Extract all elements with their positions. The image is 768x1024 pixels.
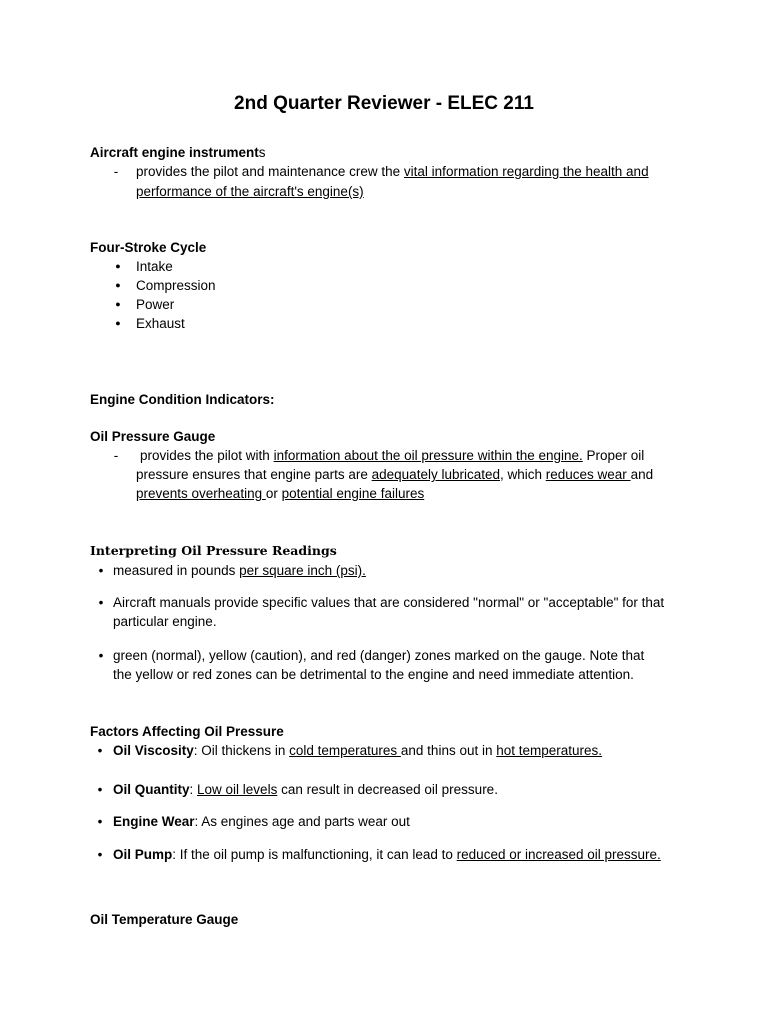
dash-marker: - [113,448,119,463]
oil-pressure-gauge-heading: Oil Pressure Gauge [90,429,216,444]
oil-temperature-gauge-heading: Oil Temperature Gauge [90,912,239,927]
readings-point-zones-line-2: the yellow or red zones can be detrimental to the engine and need immediate attention. [113,667,634,682]
readings-point-manuals-line-2: particular engine. [113,614,217,629]
list-item: Compression [136,278,216,293]
dash-marker: - [113,164,119,179]
bullet-marker: ● [115,261,121,271]
list-item: Intake [136,259,173,274]
bullet-marker: • [97,847,103,862]
aircraft-engine-instruments-heading: Aircraft engine instruments [90,145,266,160]
list-item: Exhaust [136,316,185,331]
instruments-definition-line-1: provides the pilot and maintenance crew the vital information regarding the health and [136,164,649,179]
factor-oil-viscosity: Oil Viscosity: Oil thickens in cold temperatures and thins out in hot temperatures. [113,743,603,758]
oil-pressure-definition-line-2: pressure ensures that engine parts are adequately lubricated, which reduces wear and [136,467,654,482]
bullet-marker: • [97,782,103,797]
factors-affecting-oil-pressure-heading: Factors Affecting Oil Pressure [90,724,284,739]
four-stroke-cycle-heading: Four-Stroke Cycle [90,240,207,255]
bullet-marker: ● [115,299,121,309]
list-item: Power [136,297,175,312]
factor-engine-wear: Engine Wear: As engines age and parts wear out [113,814,410,829]
readings-point-manuals-line-1: Aircraft manuals provide specific values that are considered "normal" or "acceptable" for that [113,595,665,610]
readings-point-psi: measured in pounds per square inch (psi). [113,563,366,578]
oil-pressure-definition-line-3: prevents overheating or potential engine failures [136,486,425,501]
bullet-marker: • [98,648,104,663]
bullet-marker: • [97,814,103,829]
oil-pressure-definition-line-1: provides the pilot with information about the oil pressure within the engine. Proper oil [140,448,645,463]
bullet-marker: ● [115,318,121,328]
factor-oil-pump: Oil Pump: If the oil pump is malfunctioning, it can lead to reduced or increased oil pressure. [113,847,661,862]
bullet-marker: • [97,743,103,758]
readings-point-zones-line-1: green (normal), yellow (caution), and red (danger) zones marked on the gauge. Note that [113,648,645,663]
bullet-marker: • [98,563,104,578]
bullet-marker: ● [115,280,121,290]
bullet-marker: • [98,595,104,610]
interpreting-readings-heading: Interpreting Oil Pressure Readings [90,543,337,558]
instruments-definition-line-2: performance of the aircraft's engine(s) [136,184,364,199]
engine-condition-indicators-heading: Engine Condition Indicators: [90,392,275,407]
factor-oil-quantity: Oil Quantity: Low oil levels can result in decreased oil pressure. [113,782,498,797]
page-title: 2nd Quarter Reviewer - ELEC 211 [234,93,534,114]
